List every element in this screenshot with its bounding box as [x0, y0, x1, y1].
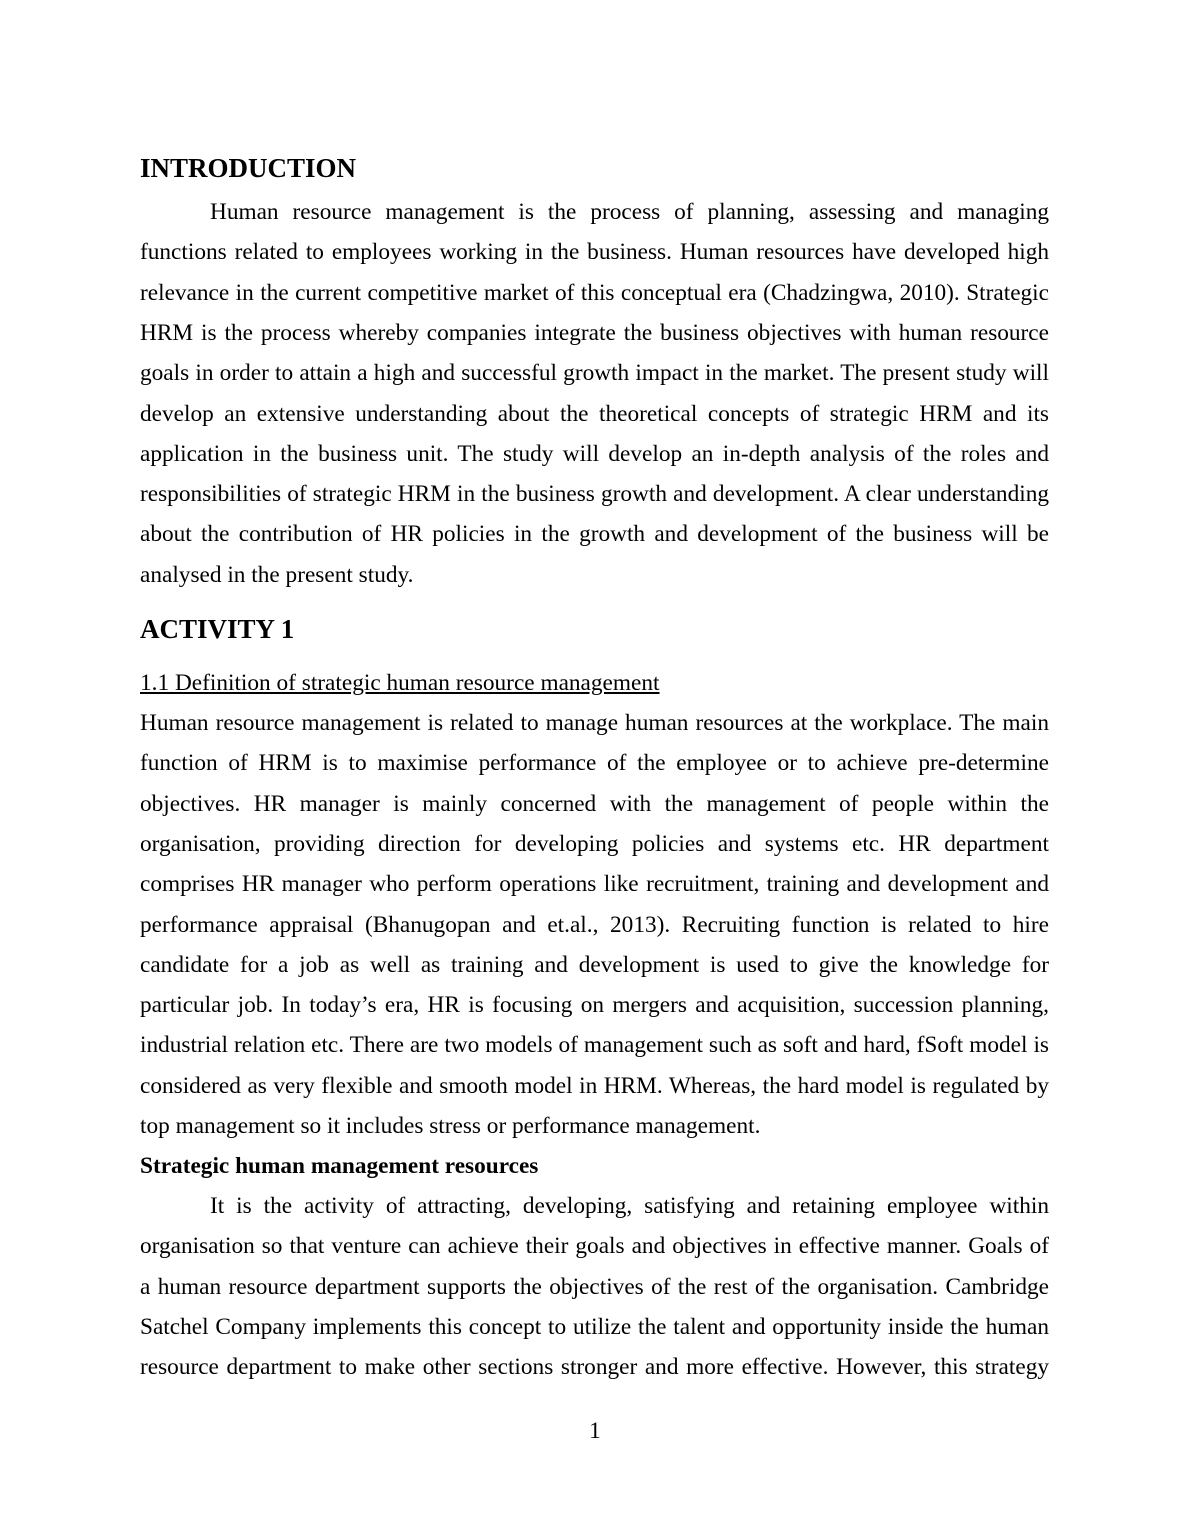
text-line: goals in order to attain a high and successful growth impact in the market. The present study will — [140, 360, 1049, 387]
text-line: comprises HR manager who perform operations like recruitment, training and development and — [140, 871, 1049, 898]
text-line: organisation so that venture can achieve their goals and objectives in effective manner. Goals of — [140, 1233, 1049, 1260]
text-line: application in the business unit. The study will develop an in-depth analysis of the roles and — [140, 440, 1049, 467]
text-line: performance appraisal (Bhanugopan and et.al., 2013). Recruiting function is related to hire — [140, 911, 1049, 938]
text-line: HRM is the process whereby companies integrate the business objectives with human resource — [140, 319, 1049, 346]
text-line: Satchel Company implements this concept to utilize the talent and opportunity inside the human — [140, 1313, 1049, 1340]
text-line: industrial relation etc. There are two models of management such as soft and hard, fSoft model is — [140, 1032, 1049, 1059]
section-subheading: 1.1 Definition of strategic human resource management — [140, 670, 660, 696]
text-line: responsibilities of strategic HRM in the business growth and development. A clear understanding — [140, 481, 1049, 508]
text-line: objectives. HR manager is mainly concerned with the management of people within the — [140, 790, 1049, 817]
bold-subheading: Strategic human management resources — [140, 1153, 539, 1179]
text-line: function of HRM is to maximise performance of the employee or to achieve pre-determine — [140, 750, 1049, 777]
text-line: considered as very flexible and smooth model in HRM. Whereas, the hard model is regulated by — [140, 1072, 1049, 1099]
text-line: analysed in the present study. — [140, 561, 414, 588]
text-line: organisation, providing direction for developing policies and systems etc. HR department — [140, 830, 1049, 857]
text-line: a human resource department supports the objectives of the rest of the organisation. Cambridge — [140, 1273, 1049, 1300]
text-line: candidate for a job as well as training and development is used to give the knowledge for — [140, 951, 1049, 978]
text-line: relevance in the current competitive market of this conceptual era (Chadzingwa, 2010). Strategic — [140, 279, 1049, 306]
text-line: resource department to make other sections stronger and more effective. However, this strategy — [140, 1354, 1049, 1381]
text-line: particular job. In today’s era, HR is focusing on mergers and acquisition, succession planning, — [140, 992, 1049, 1019]
text-line: about the contribution of HR policies in the growth and development of the business will be — [140, 521, 1049, 548]
text-line: develop an extensive understanding about the theoretical concepts of strategic HRM and its — [140, 400, 1049, 427]
text-line: top management so it includes stress or performance management. — [140, 1113, 761, 1139]
page-number: 1 — [589, 1418, 601, 1444]
text-line: functions related to employees working in the business. Human resources have developed high — [140, 239, 1049, 266]
intro-heading: INTRODUCTION — [140, 153, 357, 183]
text-line: Human resource management is the process of planning, assessing and managing — [210, 199, 1049, 225]
text-line: Human resource management is related to manage human resources at the workplace. The main — [140, 710, 1049, 736]
text-line: It is the activity of attracting, developing, satisfying and retaining employee within — [210, 1193, 1049, 1219]
activity-heading: ACTIVITY 1 — [140, 614, 295, 644]
